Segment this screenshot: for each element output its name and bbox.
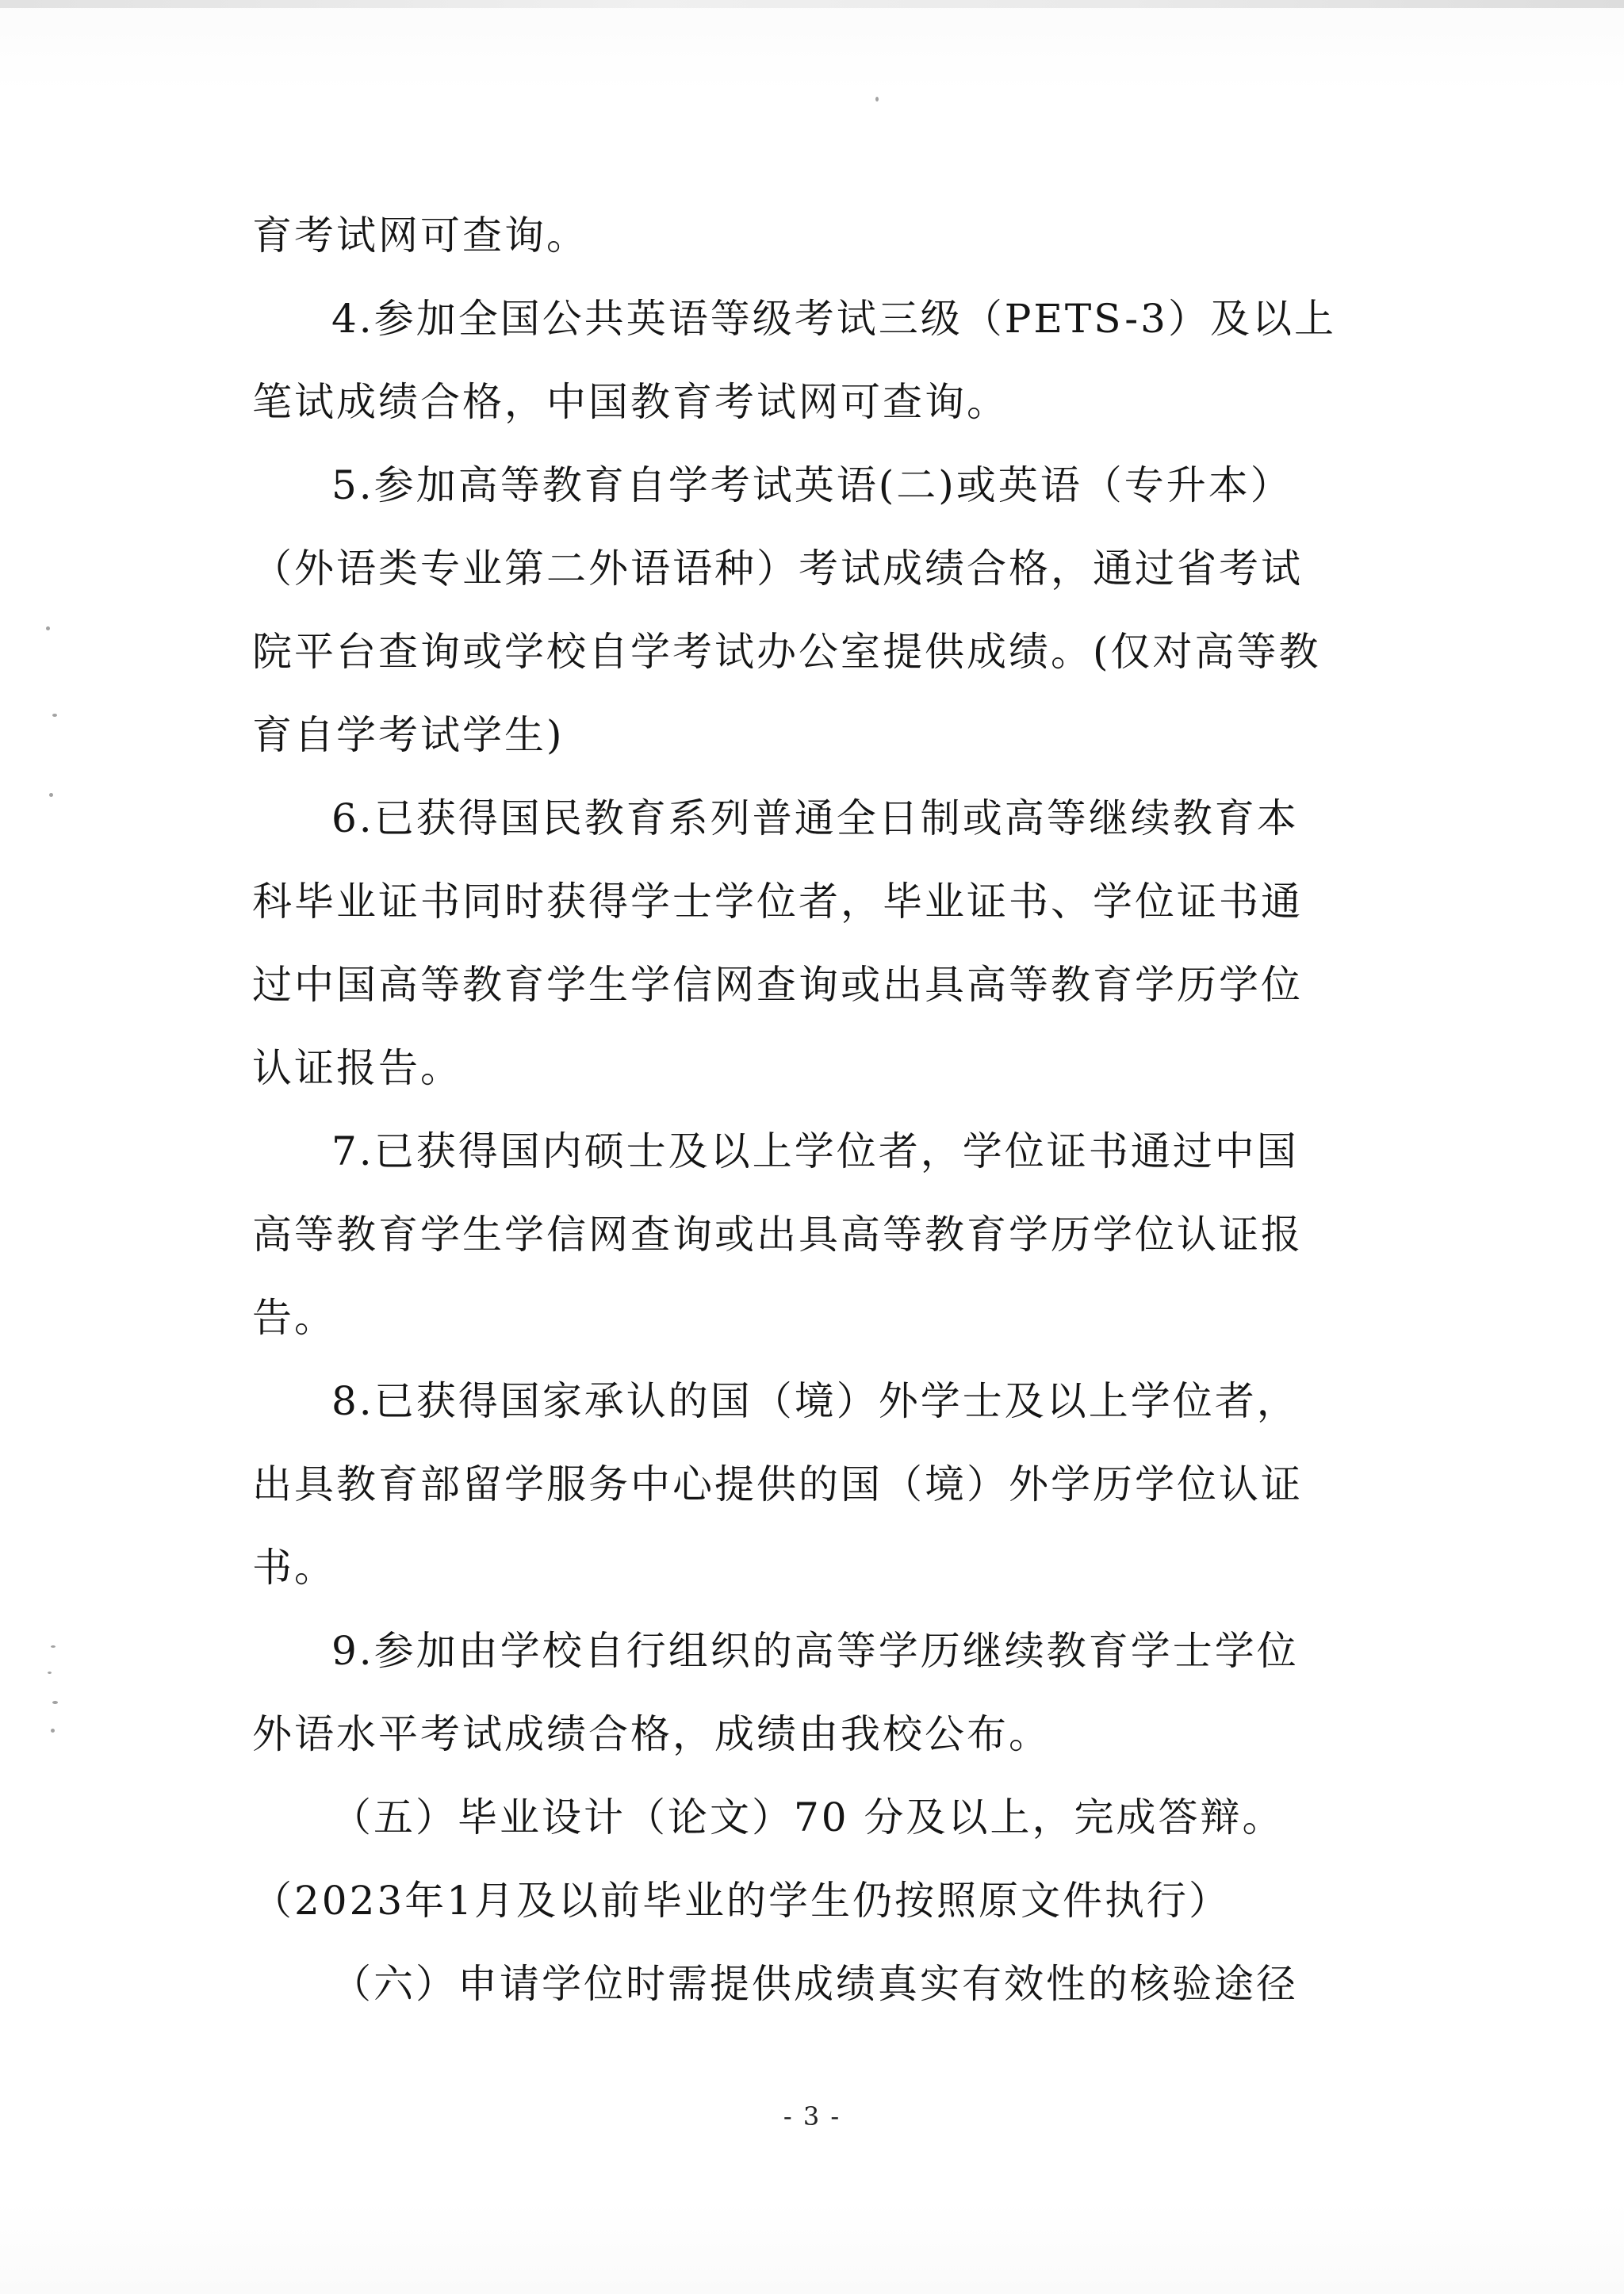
text-line: 4.参加全国公共英语等级考试三级（PETS-3）及以上 xyxy=(331,296,1336,342)
text-line: 育考试网可查询。 xyxy=(252,213,588,259)
text-line: 笔试成绩合格，中国教育考试网可查询。 xyxy=(252,379,1009,425)
text-line: 书。 xyxy=(252,1545,336,1591)
page-number: - 3 - xyxy=(783,2101,841,2131)
text-line: 外语水平考试成绩合格，成绩由我校公布。 xyxy=(252,1711,1051,1757)
text-line: 8.已获得国家承认的国（境）外学士及以上学位者， xyxy=(331,1378,1299,1424)
text-line: （六）申请学位时需提供成绩真实有效性的核验途径 xyxy=(331,1961,1298,2007)
scan-speck xyxy=(875,97,879,101)
scan-speck xyxy=(51,1729,55,1733)
text-line: （外语类专业第二外语语种）考试成绩合格，通过省考试 xyxy=(252,546,1303,592)
scan-speck xyxy=(52,714,57,717)
text-line: 院平台查询或学校自学考试办公室提供成绩。(仅对高等教 xyxy=(252,629,1321,675)
text-line: 5.参加高等教育自学考试英语(二)或英语（专升本） xyxy=(331,462,1293,508)
scan-speck xyxy=(52,1701,58,1704)
text-line: 认证报告。 xyxy=(252,1045,462,1091)
scan-speck xyxy=(49,793,53,797)
scan-speck xyxy=(48,1672,52,1674)
scan-speck xyxy=(46,626,50,630)
text-line: 过中国高等教育学生学信网查询或出具高等教育学历学位 xyxy=(252,962,1303,1008)
scan-top-edge xyxy=(0,0,1624,8)
text-line: 告。 xyxy=(252,1295,336,1341)
text-line: 出具教育部留学服务中心提供的国（境）外学历学位认证 xyxy=(252,1461,1303,1507)
document-body xyxy=(252,194,1374,2026)
text-line: 育自学考试学生) xyxy=(252,712,565,758)
text-line: 9.参加由学校自行组织的高等学历继续教育学士学位 xyxy=(331,1628,1299,1674)
text-line: （五）毕业设计（论文）70 分及以上，完成答辩。 xyxy=(331,1794,1285,1840)
text-line: 高等教育学生学信网查询或出具高等教育学历学位认证报 xyxy=(252,1212,1303,1258)
text-line: 6.已获得国民教育系列普通全日制或高等继续教育本 xyxy=(331,795,1299,841)
text-line: （2023年1月及以前毕业的学生仍按照原文件执行） xyxy=(252,1878,1231,1924)
scan-speck xyxy=(51,1645,56,1648)
text-line: 7.已获得国内硕士及以上学位者，学位证书通过中国 xyxy=(331,1128,1299,1174)
text-line: 科毕业证书同时获得学士学位者，毕业证书、学位证书通 xyxy=(252,879,1303,925)
